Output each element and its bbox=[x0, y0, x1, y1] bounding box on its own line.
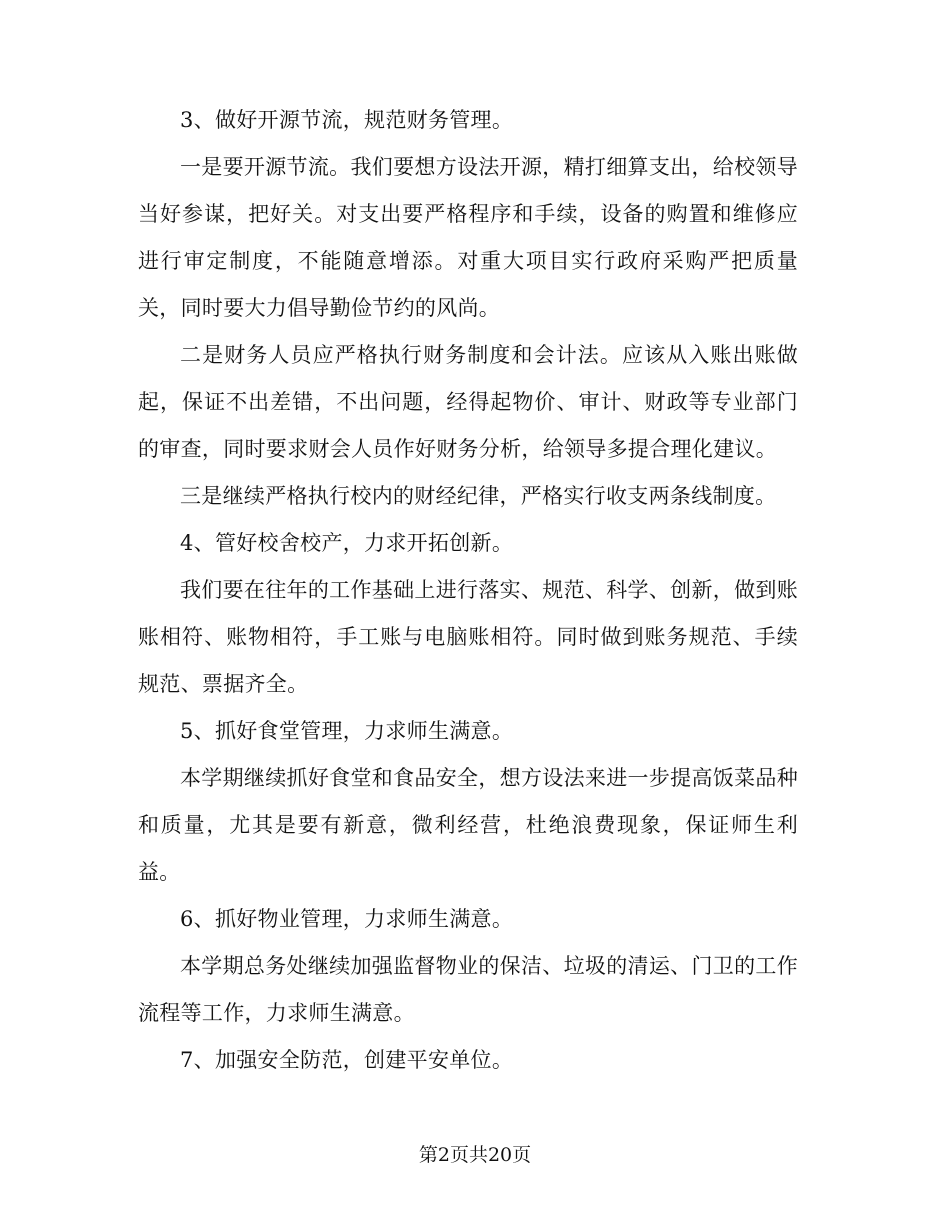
paragraph-heading-3: 3、做好开源节流，规范财务管理。 bbox=[180, 108, 514, 132]
paragraph: 二是财务人员应严格执行财务制度和会计法。应该从入账出账做起，保证不出差错，不出问题，经得起物价、审计、财政等专业部门的审查，同时要求财会人员作好财务分析，给领导多提合理化建议。 bbox=[138, 343, 798, 461]
paragraph: 我们要在往年的工作基础上进行落实、规范、科学、创新，做到账账相符、账物相符，手工账与电脑账相符。同时做到账务规范、手续规范、票据齐全。 bbox=[138, 578, 798, 696]
paragraph: 本学期继续抓好食堂和食品安全，想方设法来进一步提高饭菜品种和质量，尤其是要有新意，微利经营，杜绝浪费现象，保证师生利益。 bbox=[138, 766, 798, 884]
document-body bbox=[138, 97, 798, 1084]
paragraph: 一是要开源节流。我们要想方设法开源，精打细算支出，给校领导当好参谋，把好关。对支出要严格程序和手续，设备的购置和维修应进行审定制度，不能随意增添。对重大项目实行政府采购严把质量关，同时要大力倡导勤俭节约的风尚。 bbox=[138, 155, 798, 320]
paragraph-heading-7: 7、加强安全防范，创建平安单位。 bbox=[180, 1048, 514, 1072]
page-footer: 第2页共20页 bbox=[418, 1144, 532, 1166]
paragraph-heading-6: 6、抓好物业管理，力求师生满意。 bbox=[180, 907, 514, 931]
paragraph: 三是继续严格执行校内的财经纪律，严格实行收支两条线制度。 bbox=[180, 484, 777, 508]
paragraph: 本学期总务处继续加强监督物业的保洁、垃圾的清运、门卫的工作流程等工作，力求师生满意。 bbox=[138, 954, 798, 1025]
paragraph-heading-4: 4、管好校舍校产，力求开拓创新。 bbox=[180, 531, 514, 555]
paragraph-heading-5: 5、抓好食堂管理，力求师生满意。 bbox=[180, 719, 514, 743]
